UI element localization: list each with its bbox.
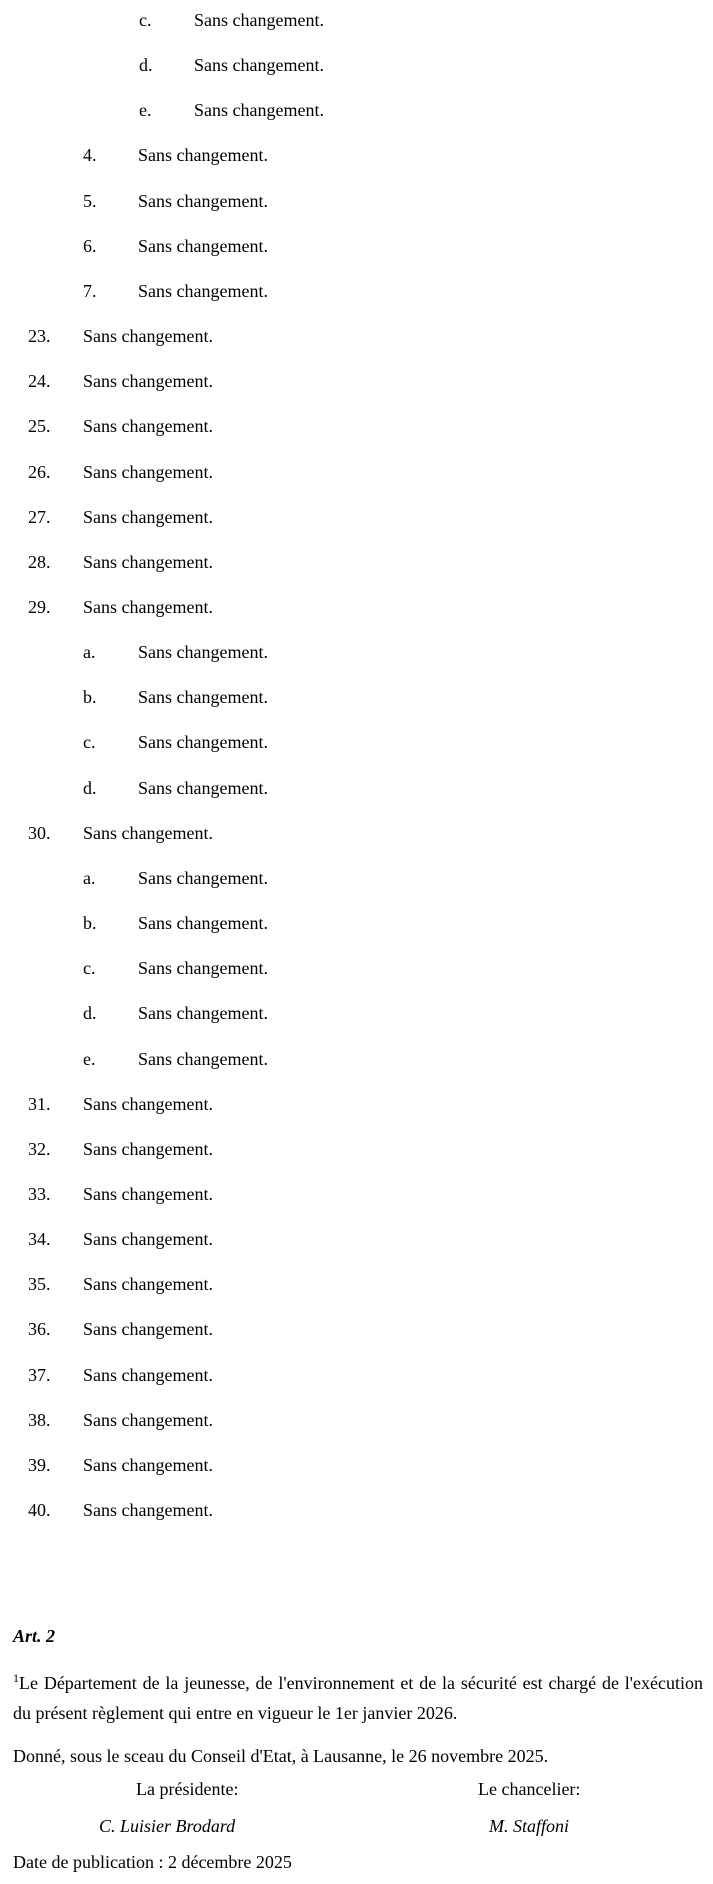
list-item-number: 6. [83,235,97,256]
list-item-number: c. [83,958,96,979]
list-item-number: c. [83,732,96,753]
list-item [0,911,713,935]
list-item-number: 39. [28,1454,51,1475]
signature-right-name: M. Staffoni [489,1816,569,1836]
list-item [0,53,713,77]
list-item-number: a. [83,867,96,888]
list-item [0,234,713,258]
article-heading: Art. 2 [13,1626,56,1646]
list-item [0,1408,713,1432]
list-item-text: Sans changement. [83,1364,213,1385]
list-item-number: 23. [28,326,51,347]
list-item-text: Sans changement. [83,1454,213,1475]
list-item [0,595,713,619]
list-item [0,730,713,754]
list-item [0,685,713,709]
list-item [0,956,713,980]
list-item [0,1001,713,1025]
list-item-text: Sans changement. [138,732,268,753]
list-item [0,505,713,529]
list-item-text: Sans changement. [138,280,268,301]
publication-date: Date de publication : 2 décembre 2025 [13,1852,292,1872]
list-item-number: e. [83,1048,96,1069]
list-item-text: Sans changement. [83,1319,213,1340]
paragraph-number: 1 [13,1671,19,1685]
list-item [0,1317,713,1341]
list-item-text: Sans changement. [138,1003,268,1024]
list-item [0,776,713,800]
list-item-text: Sans changement. [194,55,324,76]
list-item-number: 30. [28,822,51,843]
list-item [0,1227,713,1251]
list-item-number: 34. [28,1229,51,1249]
list-item [0,550,713,574]
list-item [0,279,713,303]
list-item [0,8,713,32]
list-item-text: Sans changement. [83,1409,213,1430]
list-item-text: Sans changement. [138,958,268,979]
list-item [0,1137,713,1161]
list-item-number: e. [139,100,152,121]
list-item [0,1182,713,1206]
list-item [0,821,713,845]
list-item-text: Sans changement. [83,1274,213,1295]
list-item [0,98,713,122]
list-item-number: 24. [28,371,51,392]
list-item-number: d. [139,55,153,76]
list-item [0,640,713,664]
list-item-number: 25. [28,416,51,437]
list-item-number: c. [139,10,152,30]
list-item [0,1498,713,1522]
list-item-text: Sans changement. [83,506,213,527]
list-item [0,1272,713,1296]
list-item-number: 37. [28,1364,51,1385]
list-item-number: 40. [28,1500,51,1520]
list-item-text: Sans changement. [138,687,268,708]
list-item-number: 26. [28,461,51,482]
list-item-text: Sans changement. [83,551,213,572]
signature-right-title: Le chancelier: [478,1779,581,1799]
list-item-number: 7. [83,280,97,301]
signature-left-title: La présidente: [136,1779,239,1799]
list-item-text: Sans changement. [194,100,324,121]
list-item-text: Sans changement. [83,1183,213,1204]
list-item-text: Sans changement. [138,777,268,798]
list-item-number: 4. [83,145,97,166]
list-item-number: 31. [28,1093,51,1114]
list-item-text: Sans changement. [83,371,213,392]
list-item-number: 5. [83,190,97,211]
list-item [0,460,713,484]
list-item-text: Sans changement. [83,822,213,843]
list-item-text: Sans changement. [83,1138,213,1159]
list-item [0,324,713,348]
given-statement: Donné, sous le sceau du Conseil d'Etat, à Lausanne, le 26 novembre 2025. [13,1746,549,1766]
list-item-text: Sans changement. [83,326,213,347]
list-item-number: d. [83,1003,97,1024]
paragraph-text: Le Département de la jeunesse, de l'environnement et de la sécurité est chargé de l'exécution du présent règlement qui entre en vigueur le 1er janvier 2026. [13,1673,703,1723]
list-item [0,1453,713,1477]
list-item [0,1092,713,1116]
list-item-number: 38. [28,1409,51,1430]
list-item [0,1047,713,1071]
list-item-number: 28. [28,551,51,572]
list-item-text: Sans changement. [138,867,268,888]
signature-left-name: C. Luisier Brodard [99,1816,236,1836]
list-item-text: Sans changement. [83,596,213,617]
list-item-number: d. [83,777,97,798]
list-item-text: Sans changement. [83,461,213,482]
list-item-number: a. [83,642,96,663]
list-item [0,143,713,167]
list-item-text: Sans changement. [138,642,268,663]
list-item-number: 35. [28,1274,51,1295]
list-item-text: Sans changement. [138,235,268,256]
list-item-text: Sans changement. [83,416,213,437]
list-item-number: 36. [28,1319,51,1340]
list-item-text: Sans changement. [194,10,324,30]
article-paragraph [13,1668,703,1728]
list-item [0,369,713,393]
list-item [0,189,713,213]
list-item-number: 27. [28,506,51,527]
list-item-text: Sans changement. [83,1500,213,1520]
list-item [0,866,713,890]
list-item-number: b. [83,913,97,933]
list-item-number: 33. [28,1183,51,1204]
list-item-text: Sans changement. [83,1229,213,1249]
list-item-text: Sans changement. [138,1048,268,1069]
list-item-number: b. [83,687,97,708]
list-item-text: Sans changement. [83,1093,213,1114]
list-item-text: Sans changement. [138,913,268,933]
list-item-number: 32. [28,1138,51,1159]
list-item [0,1363,713,1387]
list-item [0,414,713,438]
list-item-text: Sans changement. [138,190,268,211]
list-item-text: Sans changement. [138,145,268,166]
list-item-number: 29. [28,596,51,617]
